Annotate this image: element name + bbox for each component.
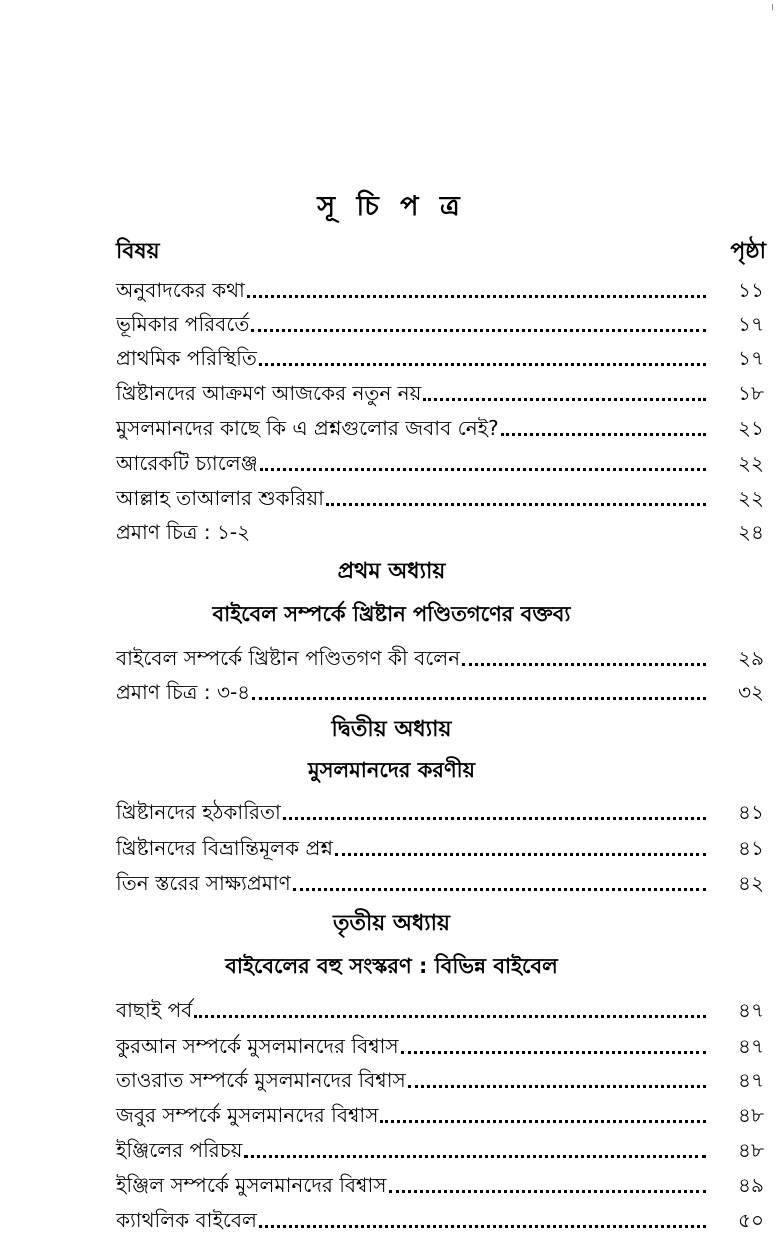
- toc-entry-label: আরেকটি চ্যালেঞ্জ: [116, 451, 258, 475]
- toc-entry[interactable]: [116, 514, 764, 546]
- toc-entry-label: বাছাই পর্ব: [116, 998, 193, 1022]
- toc-entry-label: বাইবেল সম্পর্কে খ্রিষ্টান পণ্ডিতগণ কী বলেন: [116, 646, 461, 670]
- dot-leader: [260, 468, 706, 471]
- dot-leader: [244, 1155, 706, 1158]
- toc-entry-label: খ্রিষ্টানদের বিভ্রান্তিমূলক প্রশ্ন: [116, 836, 333, 860]
- toc-entry-page: ৪১: [738, 800, 764, 824]
- dot-leader: [259, 1225, 706, 1228]
- page-mark: [772, 4, 773, 10]
- dot-leader: [283, 817, 706, 820]
- toc-entry[interactable]: [116, 1202, 764, 1234]
- toc-entry-label: তিন স্তরের সাক্ষ্যপ্রমাণ: [116, 871, 291, 895]
- toc-entry[interactable]: [116, 272, 764, 304]
- toc-entry[interactable]: [116, 445, 764, 477]
- subject-heading: বিষয়: [116, 239, 160, 264]
- dot-leader: [389, 1190, 707, 1193]
- toc-entry[interactable]: [116, 1028, 764, 1060]
- toc-entry-label: মুসলমানদের কাছে কি এ প্রশ্নগুলোর জবাব নেই?: [116, 416, 499, 440]
- dot-leader: [401, 1051, 706, 1054]
- dot-leader: [252, 697, 706, 700]
- toc-entry[interactable]: [116, 306, 764, 338]
- toc-entry[interactable]: [116, 865, 764, 897]
- toc-entry-label: তাওরাত সম্পর্কে মুসলমানদের বিশ্বাস: [116, 1068, 406, 1092]
- toc-entry-label: ইঞ্জিলের পরিচয়: [116, 1138, 243, 1162]
- toc-entry[interactable]: [116, 480, 764, 512]
- toc-entry[interactable]: [116, 1132, 764, 1164]
- toc-entry-label: প্রাথমিক পরিস্থিতি: [116, 346, 257, 370]
- toc-entry[interactable]: [116, 340, 764, 372]
- toc-entry-label: আল্লাহ তাআলার শুকরিয়া: [116, 486, 324, 510]
- dot-leader: [335, 853, 706, 856]
- chapter-heading: তৃতীয় অধ্যায়: [332, 911, 451, 936]
- toc-entry[interactable]: [116, 410, 764, 442]
- dot-leader: [326, 503, 706, 506]
- chapter-subtitle: বাইবেল সম্পর্কে খ্রিষ্টান পণ্ডিতগণের বক্তব্য: [212, 602, 571, 626]
- toc-entry-label: প্রমাণ চিত্র : ১-২: [116, 520, 251, 544]
- page-heading: পৃষ্ঠা: [730, 239, 766, 264]
- toc-entry-label: ক্যাথলিক বাইবেল: [116, 1208, 257, 1232]
- toc-title: সূ চি প ত্র: [317, 191, 466, 222]
- dot-leader: [501, 433, 706, 436]
- toc-entry-page: ২১: [738, 416, 764, 440]
- toc-entry[interactable]: [116, 794, 764, 826]
- toc-entry-label: জবুর সম্পর্কে মুসলমানদের বিশ্বাস: [116, 1103, 379, 1127]
- toc-entry[interactable]: [116, 640, 764, 672]
- toc-entry-page: ২২: [737, 486, 764, 510]
- toc-entry-label: কুরআন সম্পর্কে মুসলমানদের বিশ্বাস: [116, 1034, 399, 1058]
- dot-leader: [251, 329, 706, 332]
- toc-entry[interactable]: [116, 1167, 764, 1199]
- toc-column-headings: [116, 234, 766, 264]
- toc-entry-page: ৪১: [738, 836, 764, 860]
- toc-entry-page: ৪৭: [738, 998, 764, 1022]
- toc-entry[interactable]: [116, 674, 764, 706]
- toc-entry-page: ২৪: [738, 520, 764, 544]
- toc-entry[interactable]: [116, 1097, 764, 1129]
- chapter-heading: দ্বিতীয় অধ্যায়: [331, 717, 452, 742]
- toc-entry[interactable]: [116, 830, 764, 862]
- toc-entry[interactable]: [116, 992, 764, 1024]
- chapter-subtitle: বাইবেলের বহু সংস্করণ : বিভিন্ন বাইবেল: [225, 954, 558, 978]
- toc-entry[interactable]: [116, 1062, 764, 1094]
- toc-entry-page: ৪৭: [738, 1034, 764, 1058]
- dot-leader: [259, 363, 706, 366]
- toc-entry-page: ৪৯: [738, 1173, 764, 1197]
- toc-entry-label: খ্রিষ্টানদের আক্রমণ আজকের নতুন নয়: [116, 381, 422, 405]
- toc-entry-page: ১৮: [738, 381, 764, 405]
- toc-entry-page: ৪৭: [738, 1068, 764, 1092]
- toc-entry-label: ইঞ্জিল সম্পর্কে মুসলমানদের বিশ্বাস: [116, 1173, 387, 1197]
- dot-leader: [380, 1120, 706, 1123]
- toc-entry-page: ১৭: [738, 346, 764, 370]
- chapter-subtitle: মুসলমানদের করণীয়: [307, 758, 476, 782]
- toc-entry-label: ভূমিকার পরিবর্তে: [116, 312, 250, 336]
- toc-entry-page: ৩২: [737, 680, 764, 704]
- toc-entry-label: প্রমাণ চিত্র : ৩-৪: [116, 680, 251, 704]
- toc-entry-page: ৪২: [738, 871, 764, 895]
- dot-leader: [293, 888, 706, 891]
- toc-entry[interactable]: [116, 375, 764, 407]
- toc-entry-page: ৫০: [738, 1208, 764, 1232]
- toc-entry-page: ১১: [738, 278, 764, 302]
- toc-entry-page: ২২: [737, 451, 764, 475]
- dot-leader: [462, 663, 706, 666]
- dot-leader: [247, 295, 706, 298]
- toc-entry-page: ৪৮: [738, 1138, 764, 1162]
- toc-entry-page: ২৯: [738, 646, 764, 670]
- chapter-heading: প্রথম অধ্যায়: [337, 559, 446, 584]
- dot-leader: [408, 1085, 706, 1088]
- toc-entry-label: অনুবাদকের কথা: [116, 278, 245, 302]
- dot-leader: [423, 398, 706, 401]
- dot-leader: [194, 1015, 706, 1018]
- toc-entry-label: খ্রিষ্টানদের হঠকারিতা: [116, 800, 281, 824]
- toc-entry-page: ১৭: [738, 312, 764, 336]
- toc-entry-page: ৪৮: [738, 1103, 764, 1127]
